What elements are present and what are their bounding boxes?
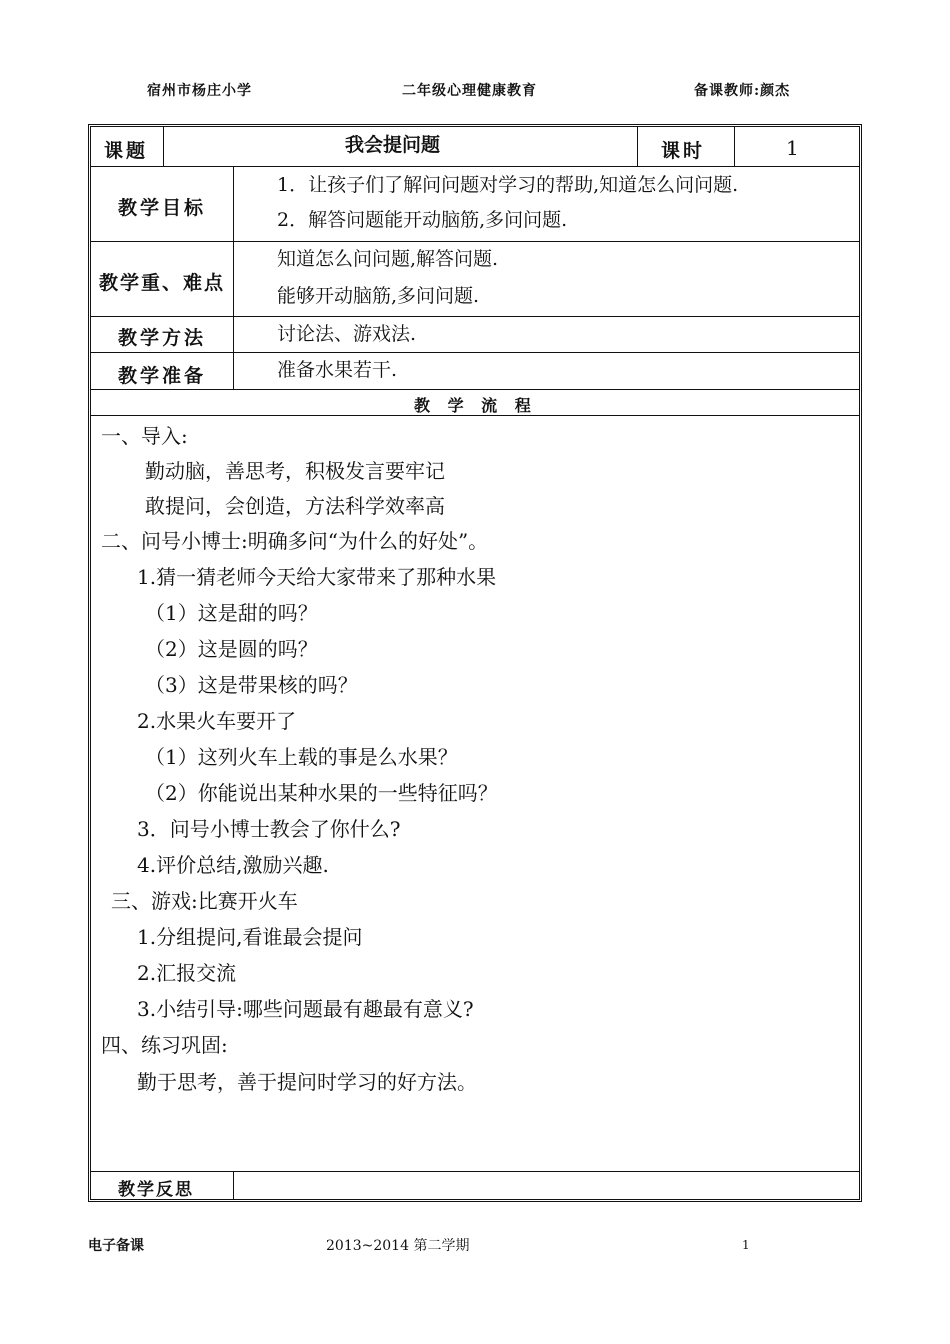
- preparation-label: 教学准备: [118, 365, 207, 387]
- period-label: 课时: [661, 140, 706, 162]
- process-line: 2.汇报交流: [137, 961, 237, 985]
- row-divider: [91, 352, 859, 353]
- column-divider: [163, 127, 164, 166]
- methods-text: 讨论法、游戏法.: [277, 323, 417, 345]
- process-line: 敢提问，会创造，方法科学效率高: [145, 494, 445, 518]
- page-number: 1: [742, 1238, 750, 1252]
- process-line: 二、问号小博士:明确多问“为什么的好处”。: [101, 529, 489, 553]
- process-line: （1）这是甜的吗？: [145, 601, 318, 625]
- process-line: （2）你能说出某种水果的一些特征吗？: [145, 781, 498, 805]
- row-divider: [91, 389, 859, 390]
- process-line: 1.分组提问,看谁最会提问: [137, 925, 363, 949]
- process-line: （1）这列火车上载的事是么水果？: [145, 745, 458, 769]
- process-line: 勤动脑，善思考，积极发言要牢记: [145, 459, 445, 483]
- process-line: 1.猜一猜老师今天给大家带来了那种水果: [137, 565, 497, 589]
- process-line: （2）这是圆的吗？: [145, 637, 318, 661]
- process-heading: 教 学 流 程: [414, 396, 537, 415]
- period-value: 1: [786, 136, 799, 160]
- objective-item: 2．解答问题能开动脑筋,多问问题.: [277, 209, 568, 231]
- process-line: 2.水果火车要开了: [137, 709, 297, 733]
- process-line: 三、游戏:比赛开火车: [111, 889, 298, 913]
- process-line: 3．问号小博士教会了你什么?: [137, 817, 401, 841]
- column-divider: [233, 166, 234, 389]
- reflection-label: 教学反思: [118, 1180, 194, 1200]
- footer-left: 电子备课: [88, 1238, 144, 1254]
- footer-term: 2013~2014 第二学期: [326, 1238, 470, 1254]
- process-line: 勤于思考，善于提问时学习的好方法。: [137, 1070, 477, 1094]
- key-point-item: 知道怎么问问题,解答问题.: [277, 248, 499, 270]
- course-name: 二年级心理健康教育: [402, 83, 537, 99]
- row-divider: [91, 166, 859, 167]
- teacher-name: 备课教师:颜杰: [694, 83, 791, 99]
- key-points-label: 教学重、难点: [99, 272, 226, 294]
- column-divider: [637, 127, 638, 166]
- key-point-item: 能够开动脑筋,多问问题.: [277, 285, 480, 307]
- title-label: 课题: [104, 140, 149, 162]
- row-divider: [91, 1171, 859, 1172]
- column-divider: [233, 1171, 234, 1199]
- column-divider: [734, 127, 735, 166]
- preparation-text: 准备水果若干.: [277, 359, 398, 381]
- process-line: （3）这是带果核的吗？: [145, 673, 358, 697]
- process-line: 3.小结引导:哪些问题最有趣最有意义?: [137, 997, 474, 1021]
- methods-label: 教学方法: [118, 327, 207, 349]
- row-divider: [91, 241, 859, 242]
- process-line: 4.评价总结,激励兴趣.: [137, 853, 329, 877]
- lesson-title: 我会提问题: [345, 135, 441, 156]
- school-name: 宿州市杨庄小学: [147, 83, 252, 99]
- objective-item: 1．让孩子们了解问问题对学习的帮助,知道怎么问问题.: [277, 174, 739, 196]
- process-line: 一、导入:: [101, 424, 188, 448]
- process-line: 四、练习巩固:: [101, 1033, 228, 1057]
- objectives-label: 教学目标: [118, 197, 207, 219]
- row-divider: [91, 316, 859, 317]
